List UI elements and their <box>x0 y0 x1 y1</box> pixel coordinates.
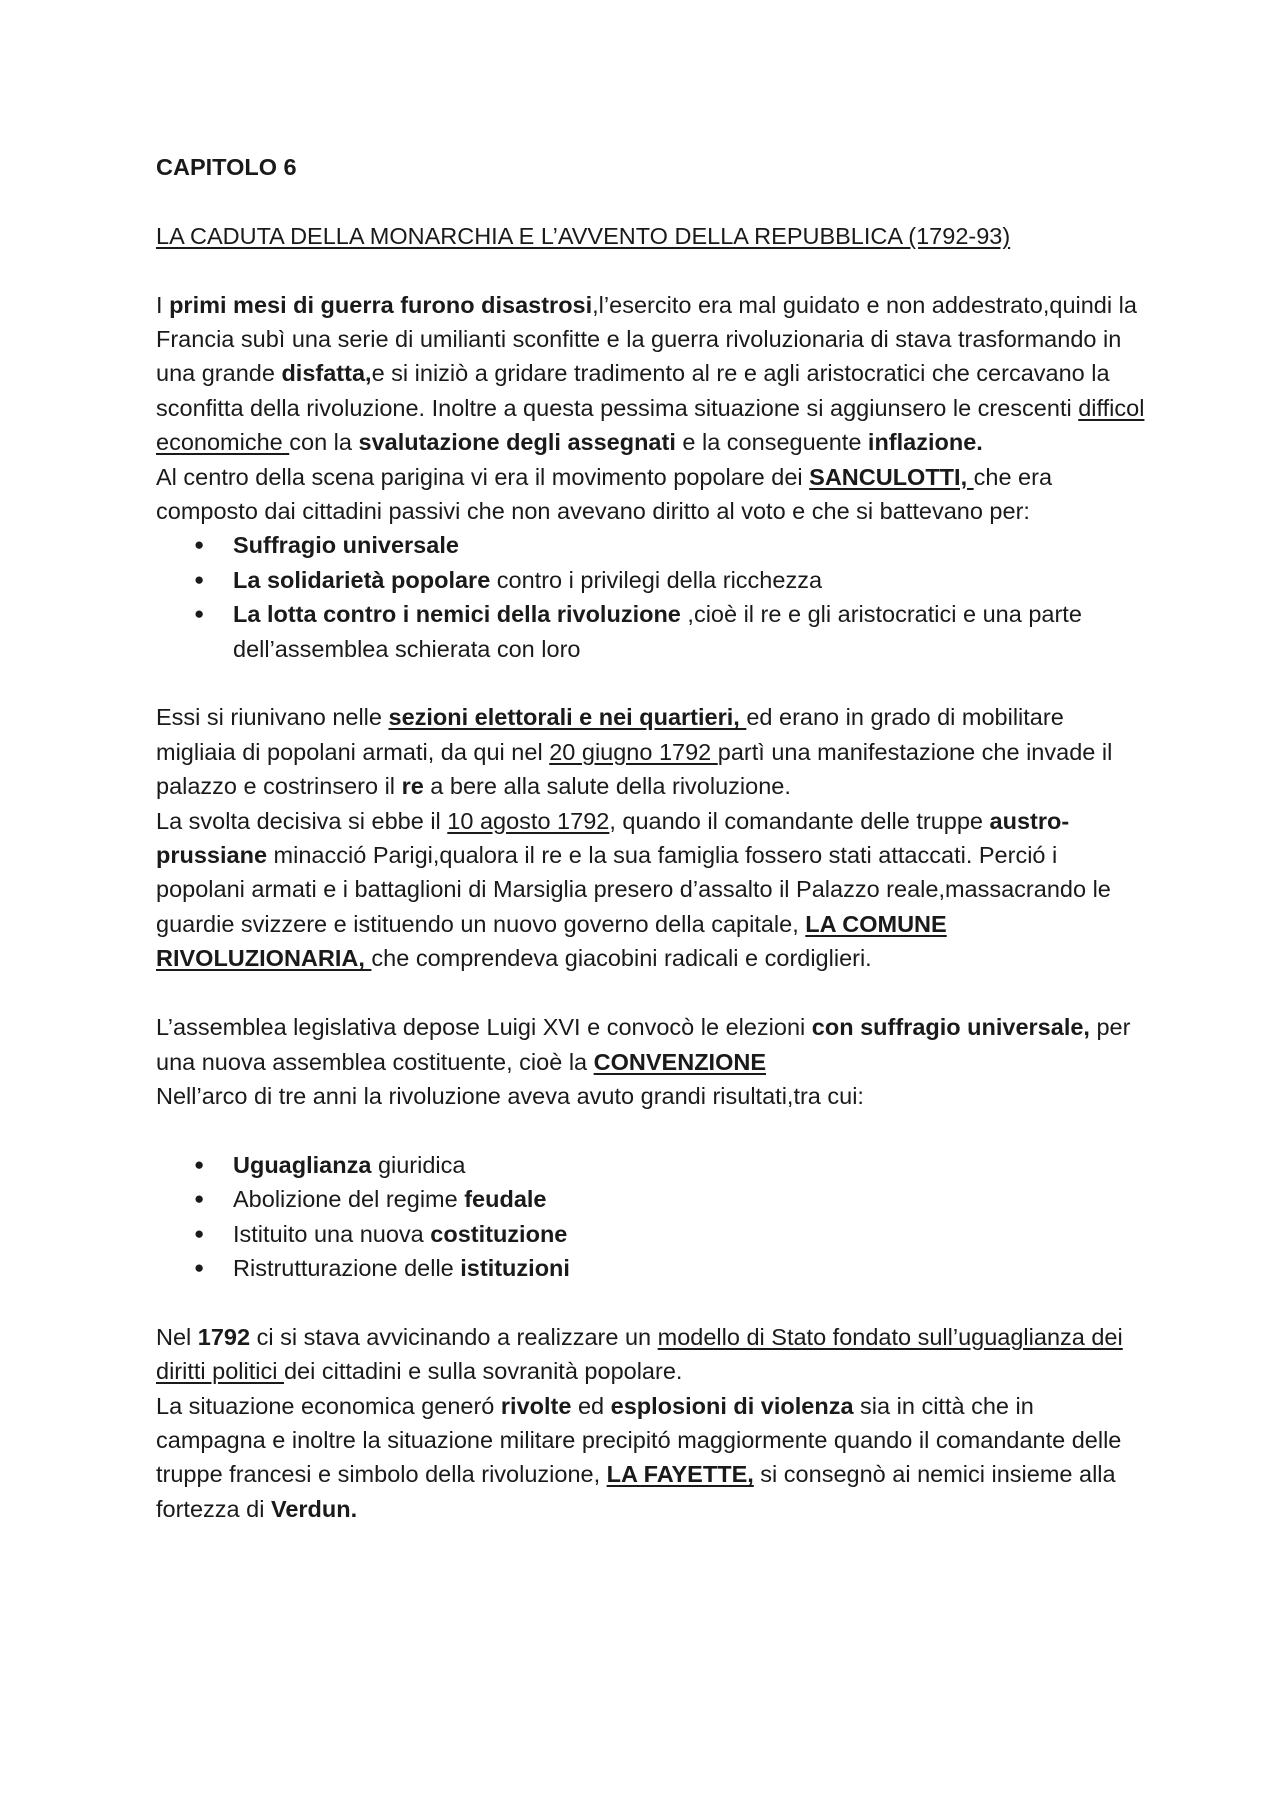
paragraph-6: Nell’arco di tre anni la rivoluzione aveva avuto grandi risultati,tra cui: <box>156 1082 864 1109</box>
text: ed <box>571 1392 611 1419</box>
text: ,l’esercito era mal guidato e non addestrato,quindi la Francia subì una serie di umilianti sconfitte e la guerra rivoluzionaria di stava trasformando in una grande <box>156 291 1137 387</box>
bold-underlined-text: sezioni elettorali e nei quartieri, <box>388 704 747 731</box>
text: L’assemblea legislativa depose Luigi XVI e convocò le elezioni <box>156 1014 812 1041</box>
bold-underlined-text: LA FAYETTE, <box>606 1461 754 1488</box>
underlined-text: modello di Stato fondato sull’uguaglianza dei diritti politici <box>156 1323 1123 1385</box>
bold-text: La solidarietà popolare <box>233 566 491 593</box>
spacer <box>156 666 1146 700</box>
spacer <box>156 976 1146 1010</box>
text: si consegnò ai nemici insieme alla fortezza di <box>156 1461 1116 1522</box>
bold-text: costituzione <box>430 1220 568 1247</box>
bold-text: Verdun. <box>270 1495 358 1522</box>
bold-text: austro-prussiane <box>156 807 1070 869</box>
bold-text: inflazione. <box>867 429 983 456</box>
bold-text: Uguaglianza <box>233 1151 372 1178</box>
paragraph-5 <box>156 1010 1146 1079</box>
text: minacció Parigi,qualora il re e la sua famiglia fossero stati attaccati. Perció i popolani armati e i battaglioni di Marsiglia presero d’assalto il Palazzo reale,massacrando le guardie svizzere e istituendo un nuovo governo della capitale, <box>156 842 1111 937</box>
paragraph-4 <box>156 804 1146 976</box>
list-item <box>156 528 1146 562</box>
list-item <box>156 1251 1146 1285</box>
bold-text: feudale <box>464 1186 547 1213</box>
section-heading: LA CADUTA DELLA MONARCHIA E L’AVVENTO DELLA REPUBBLICA (1792-93) <box>156 222 1011 249</box>
underlined-text: difficol economiche <box>156 394 1145 456</box>
text: che comprendeva giacobini radicali e cordiglieri. <box>371 945 872 972</box>
list-item <box>156 563 1146 597</box>
bold-underlined-text: LA COMUNE RIVOLUZIONARIA, <box>156 910 947 972</box>
bold-text: primi mesi di guerra furono disastrosi <box>169 291 593 318</box>
results-list <box>156 1148 1146 1286</box>
bold-text: re <box>401 773 424 800</box>
bold-text: disfatta, <box>281 360 372 387</box>
text: per una nuova assemblea costituente, cioè la <box>156 1014 1131 1075</box>
text: Essi si riunivano nelle <box>156 704 389 731</box>
bold-text: La lotta contro i nemici della rivoluzione <box>233 601 681 628</box>
spacer <box>156 253 1146 287</box>
underlined-text: 10 agosto 1792 <box>447 807 610 834</box>
bold-text: esplosioni di violenza <box>610 1392 854 1419</box>
bold-text: rivolte <box>500 1392 572 1419</box>
text: dei cittadini e sulla sovranità popolare. <box>283 1358 683 1385</box>
chapter-title: CAPITOLO 6 <box>156 154 297 180</box>
bold-text: con suffragio universale, <box>811 1014 1090 1041</box>
paragraph-2 <box>156 460 1146 529</box>
text: ed erano in grado di mobilitare migliaia di popolani armati, da qui nel <box>156 704 1064 765</box>
text: giuridica <box>371 1151 466 1178</box>
text: e la conseguente <box>675 429 868 456</box>
text: Al centro della scena parigina vi era il movimento popolare dei <box>156 463 810 490</box>
bold-text: svalutazione degli assegnati <box>358 429 676 456</box>
bold-text: istituzioni <box>460 1254 570 1281</box>
list-item <box>156 1148 1146 1182</box>
text: Istituito una nuova <box>233 1220 431 1247</box>
text: La situazione economica generó <box>156 1392 501 1419</box>
list-item <box>156 1182 1146 1216</box>
text: La svolta decisiva si ebbe il <box>156 807 448 834</box>
bold-underlined-text: CONVENZIONE <box>593 1048 767 1075</box>
text: e si iniziò a gridare tradimento al re e agli aristocratici che cercavano la sconfitta della rivoluzione. Inoltre a questa pessima situazione si aggiunsero le crescenti <box>156 360 1110 421</box>
bold-text: 1792 <box>197 1323 251 1350</box>
spacer <box>156 1285 1146 1319</box>
paragraph-1 <box>156 288 1146 460</box>
text: I <box>156 291 170 318</box>
paragraph-7 <box>156 1320 1146 1389</box>
paragraph-8 <box>156 1389 1146 1527</box>
document-page <box>156 150 1146 1526</box>
text: che era composto dai cittadini passivi che non avevano diritto al voto e che si battevano per: <box>156 463 1053 525</box>
text: ci si stava avvicinando a realizzare un <box>250 1323 658 1350</box>
text: Nel <box>156 1323 198 1350</box>
list-item <box>156 1217 1146 1251</box>
list-item <box>156 597 1146 666</box>
spacer <box>156 1113 1146 1147</box>
text: sia in città che in campagna e inoltre la situazione militare precipitó maggiormente quando il comandante delle truppe francesi e simbolo della rivoluzione, <box>156 1392 1122 1488</box>
spacer <box>156 184 1146 218</box>
text: , quando il comandante delle truppe <box>609 807 990 834</box>
text: con la <box>289 429 359 456</box>
text: contro i privilegi della ricchezza <box>490 566 823 593</box>
demands-list <box>156 528 1146 666</box>
text: ,cioè il re e gli aristocratici e una parte dell’assemblea schierata con loro <box>233 601 1082 662</box>
text: partì una manifestazione che invade il palazzo e costrinsero il <box>156 738 1113 800</box>
bold-text: Suffragio universale <box>233 532 459 559</box>
paragraph-3 <box>156 700 1146 803</box>
text: Abolizione del regime <box>233 1186 465 1213</box>
text: Ristrutturazione delle <box>233 1254 461 1281</box>
underlined-text: 20 giugno 1792 <box>549 738 718 765</box>
text: a bere alla salute della rivoluzione. <box>423 773 791 800</box>
bold-underlined-text: SANCULOTTI, <box>809 463 974 490</box>
